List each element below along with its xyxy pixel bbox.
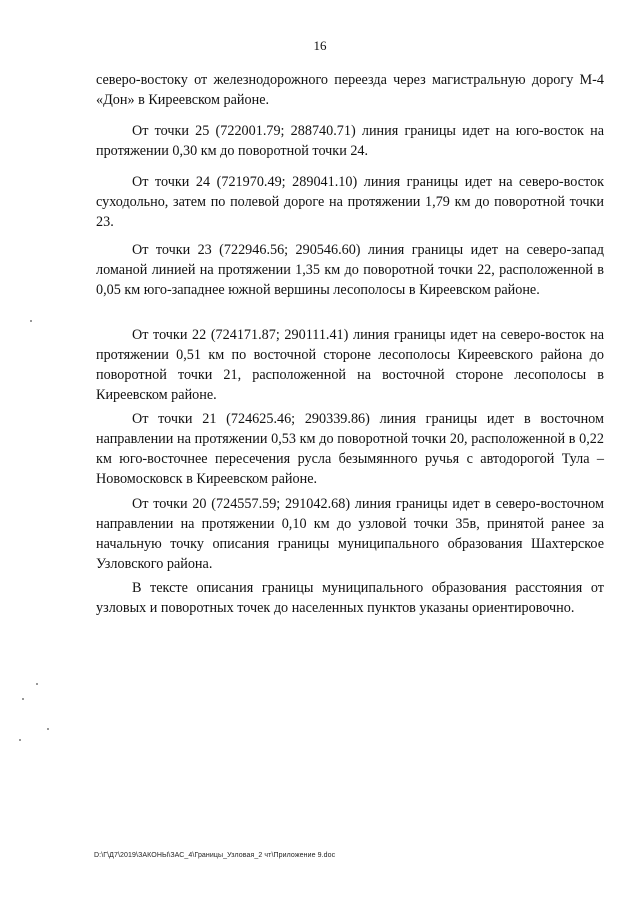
page-number: 16 <box>313 38 327 53</box>
scan-speck <box>22 698 24 700</box>
paragraph-closing-note <box>96 578 604 618</box>
paragraph-point-21 <box>96 409 604 489</box>
paragraph-text: От точки 22 (724171.87; 290111.41) линия границы идет на северо-восток на протяжении 0,51 км по восточной стороне лесополосы Киреевского района до поворотной точки 21, расположенной на восточной стороне лесополосы в Киреевском районе. <box>96 327 604 403</box>
paragraph-text: От точки 25 (722001.79; 288740.71) линия границы идет на юго-восток на протяжении 0,30 км до поворотной точки 24. <box>96 123 604 159</box>
scan-speck <box>19 739 21 741</box>
paragraph-point-23 <box>96 240 604 300</box>
scan-speck <box>47 728 49 730</box>
paragraph-text: В тексте описания границы муниципального образования расстояния от узловых и поворотных точек до населенных пунктов указаны ориентировочно. <box>96 580 604 616</box>
paragraph-text: северо-востоку от железнодорожного переезда через магистральную дорогу М-4 «Дон» в Киреевском районе. <box>96 72 604 108</box>
scan-speck <box>30 320 32 322</box>
footer-file-path: D:\Г\Д7\2019\ЗАКОНЫ\ЗАС_4\Границы_Узловая_2 чт\Приложение 9.doc <box>94 852 336 859</box>
paragraph-point-22 <box>96 325 604 405</box>
paragraph-text: От точки 24 (721970.49; 289041.10) линия границы идет на северо-восток суходольно, затем по полевой дороге на протяжении 1,79 км до поворотной точки 23. <box>96 174 604 230</box>
scan-speck <box>36 683 38 685</box>
paragraph-text: От точки 20 (724557.59; 291042.68) линия границы идет в северо-восточном направлении на протяжении 0,10 км до узловой точки 35в, принятой ранее за начальную точку описания границы муниципального образования Шахтерское Узловского района. <box>96 496 604 572</box>
paragraph-text: От точки 21 (724625.46; 290339.86) линия границы идет в восточном направлении на протяжении 0,53 км до поворотной точки 20, расположенной в 0,22 км юго-восточнее пересечения русла безымянного ручья с автодорогой Тула – Новомосковск в Киреевском районе. <box>96 411 604 487</box>
paragraph-point-24 <box>96 172 604 232</box>
paragraph-continuation <box>96 70 604 110</box>
paragraph-point-20 <box>96 494 604 574</box>
paragraph-point-25 <box>96 121 604 161</box>
paragraph-text: От точки 23 (722946.56; 290546.60) линия границы идет на северо-запад ломаной линией на протяжении 1,35 км до поворотной точки 22, расположенной в 0,05 км юго-западнее южной вершины лесополосы в Киреевском районе. <box>96 242 604 298</box>
